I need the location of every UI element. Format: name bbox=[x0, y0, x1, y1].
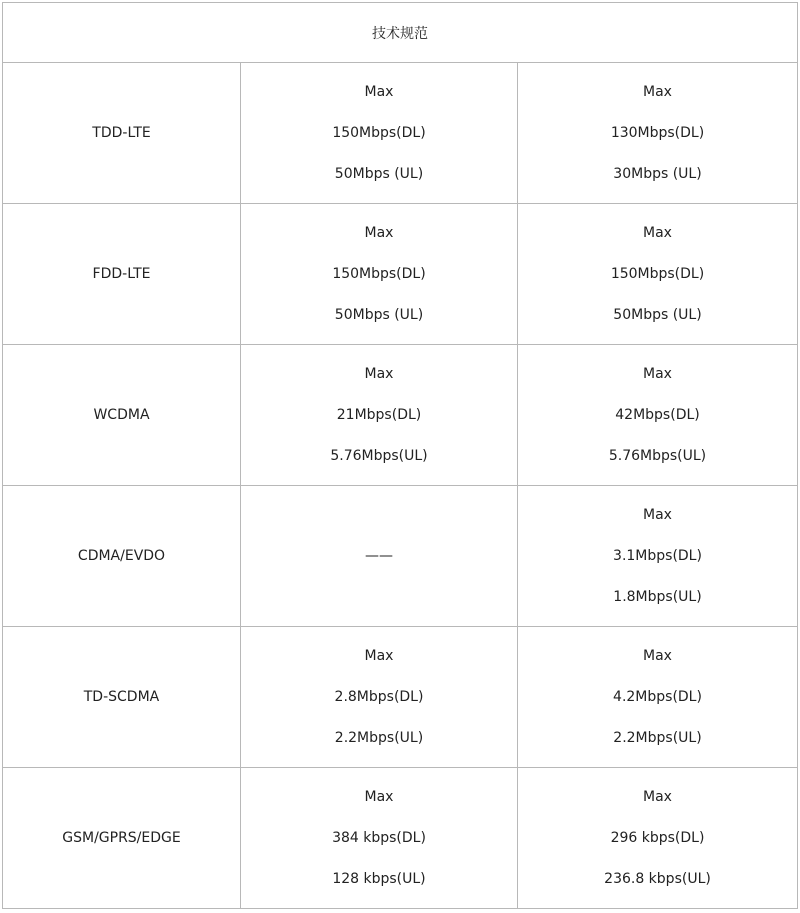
uplink-value: 128 kbps(UL) bbox=[332, 870, 426, 887]
spec-cell bbox=[518, 204, 798, 345]
max-label: Max bbox=[643, 365, 672, 382]
uplink-value: 236.8 kbps(UL) bbox=[604, 870, 711, 887]
spec-cell bbox=[241, 768, 518, 909]
max-label: Max bbox=[364, 224, 394, 241]
downlink-value: 130Mbps(DL) bbox=[610, 124, 705, 141]
spec-cell bbox=[241, 627, 518, 768]
downlink-value: 4.2Mbps(DL) bbox=[613, 688, 702, 705]
uplink-value: 50Mbps (UL) bbox=[613, 306, 702, 323]
max-label: Max bbox=[364, 365, 394, 382]
tech-name-cell: GSM/GPRS/EDGE bbox=[3, 768, 241, 909]
uplink-value: 5.76Mbps(UL) bbox=[608, 447, 707, 464]
downlink-value: 150Mbps(DL) bbox=[610, 265, 705, 282]
table-row bbox=[3, 768, 798, 909]
table-header-row bbox=[3, 3, 798, 63]
uplink-value: 1.8Mbps(UL) bbox=[613, 588, 702, 605]
uplink-value: 2.2Mbps(UL) bbox=[334, 729, 424, 746]
uplink-value: 2.2Mbps(UL) bbox=[613, 729, 702, 746]
tech-name-cell: WCDMA bbox=[3, 345, 241, 486]
downlink-value: 296 kbps(DL) bbox=[610, 829, 705, 846]
max-label: Max bbox=[364, 647, 394, 664]
spec-cell bbox=[518, 627, 798, 768]
uplink-value: 5.76Mbps(UL) bbox=[330, 447, 428, 464]
table-row bbox=[3, 204, 798, 345]
max-label: Max bbox=[643, 83, 672, 100]
max-label: Max bbox=[643, 647, 672, 664]
max-label: Max bbox=[643, 788, 672, 805]
spec-cell bbox=[518, 63, 798, 204]
downlink-value: 3.1Mbps(DL) bbox=[613, 547, 702, 564]
spec-cell-empty bbox=[241, 486, 518, 627]
table-row bbox=[3, 627, 798, 768]
table-row bbox=[3, 486, 798, 627]
tech-name-cell: TD-SCDMA bbox=[3, 627, 241, 768]
max-label: Max bbox=[643, 506, 672, 523]
tech-name-cell: TDD-LTE bbox=[3, 63, 241, 204]
spec-table bbox=[2, 2, 798, 909]
spec-cell bbox=[518, 486, 798, 627]
spec-cell bbox=[241, 345, 518, 486]
max-label: Max bbox=[364, 788, 394, 805]
uplink-value: 50Mbps (UL) bbox=[334, 165, 424, 182]
downlink-value: 384 kbps(DL) bbox=[332, 829, 426, 846]
max-label: Max bbox=[364, 83, 394, 100]
uplink-value: 50Mbps (UL) bbox=[334, 306, 424, 323]
tech-name-cell: FDD-LTE bbox=[3, 204, 241, 345]
uplink-value: 30Mbps (UL) bbox=[613, 165, 702, 182]
downlink-value: 2.8Mbps(DL) bbox=[334, 688, 424, 705]
downlink-value: 150Mbps(DL) bbox=[332, 265, 426, 282]
spec-cell bbox=[518, 345, 798, 486]
downlink-value: 21Mbps(DL) bbox=[336, 406, 422, 423]
downlink-value: 150Mbps(DL) bbox=[332, 124, 426, 141]
not-applicable-dash: —— bbox=[365, 548, 393, 564]
spec-cell bbox=[518, 768, 798, 909]
max-label: Max bbox=[643, 224, 672, 241]
table-title: 技术规范 bbox=[3, 3, 798, 63]
downlink-value: 42Mbps(DL) bbox=[615, 406, 700, 423]
tech-name-cell: CDMA/EVDO bbox=[3, 486, 241, 627]
table-row bbox=[3, 345, 798, 486]
spec-cell bbox=[241, 63, 518, 204]
spec-cell bbox=[241, 204, 518, 345]
table-row bbox=[3, 63, 798, 204]
